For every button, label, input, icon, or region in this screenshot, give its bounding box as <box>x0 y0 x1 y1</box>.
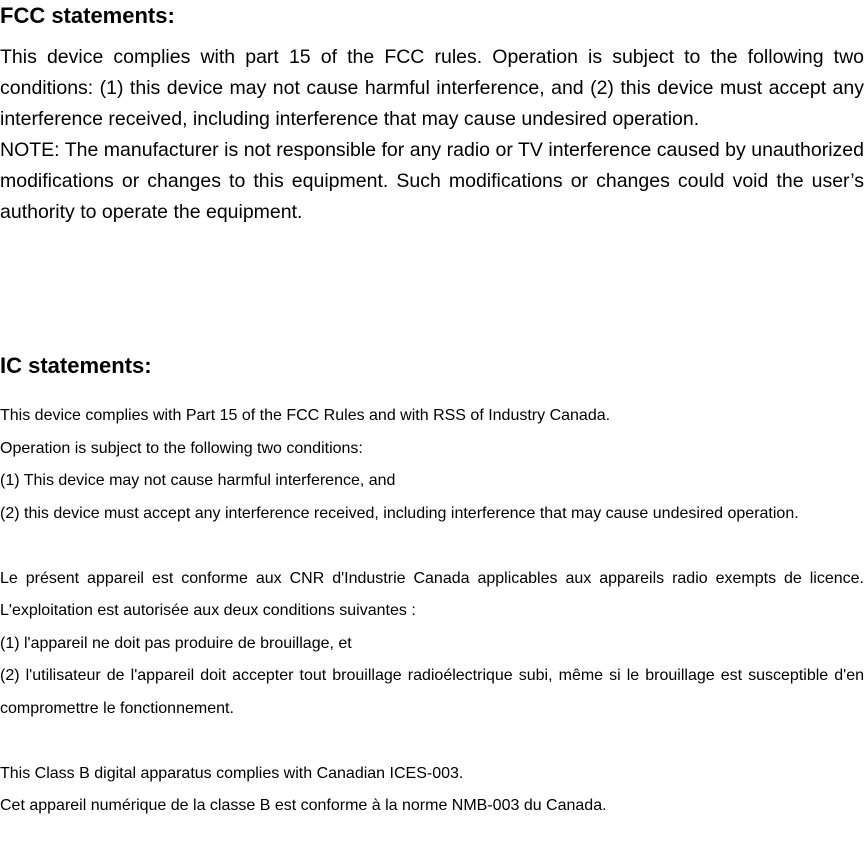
ic-english-line-2: Operation is subject to the following two conditions: <box>0 439 363 457</box>
class-b-french-statement: Cet appareil numérique de la classe B est conforme à la norme NMB-003 du Canada. <box>0 797 607 814</box>
class-b-english-statement: This Class B digital apparatus complies with Canadian ICES-003. <box>0 764 464 782</box>
spacer <box>0 530 864 563</box>
ic-english-line-4: (2) this device must accept any interference received, including interference that may cause undesired operation. <box>0 504 799 522</box>
spacer <box>0 725 864 758</box>
ic-statements-section <box>0 350 864 823</box>
fcc-statements-section <box>0 0 864 228</box>
ic-english-line-1: This device complies with Part 15 of the FCC Rules and with RSS of Industry Canada. <box>0 407 611 424</box>
ic-french-line-1: Le présent appareil est conforme aux CNR d'Industrie Canada applicables aux appareils radio exempts de licence. L'exploitation est autorisée aux deux conditions suivantes : <box>0 569 864 619</box>
ic-statements-heading: IC statements: <box>0 353 152 378</box>
ic-french-line-2: (1) l'appareil ne doit pas produire de brouillage, et <box>0 634 352 652</box>
fcc-statements-heading: FCC statements: <box>0 3 175 28</box>
ic-english-line-3: (1) This device may not cause harmful interference, and <box>0 472 396 489</box>
fcc-note-paragraph: NOTE: The manufacturer is not responsible for any radio or TV interference caused by unauthorized modifications or changes to this equipment. Such modifications or changes could void the user’s authority to operate the equipment. <box>0 139 864 223</box>
ic-french-line-3: (2) l'utilisateur de l'appareil doit accepter tout brouillage radioélectrique subi, même si le brouillage est susceptible d'en compromettre le fonctionnement. <box>0 667 864 717</box>
fcc-compliance-paragraph: This device complies with part 15 of the FCC rules. Operation is subject to the following two conditions: (1) this device may not cause harmful interference, and (2) this device must accept any interference received, including interference that may cause undesired operation. <box>0 46 864 130</box>
